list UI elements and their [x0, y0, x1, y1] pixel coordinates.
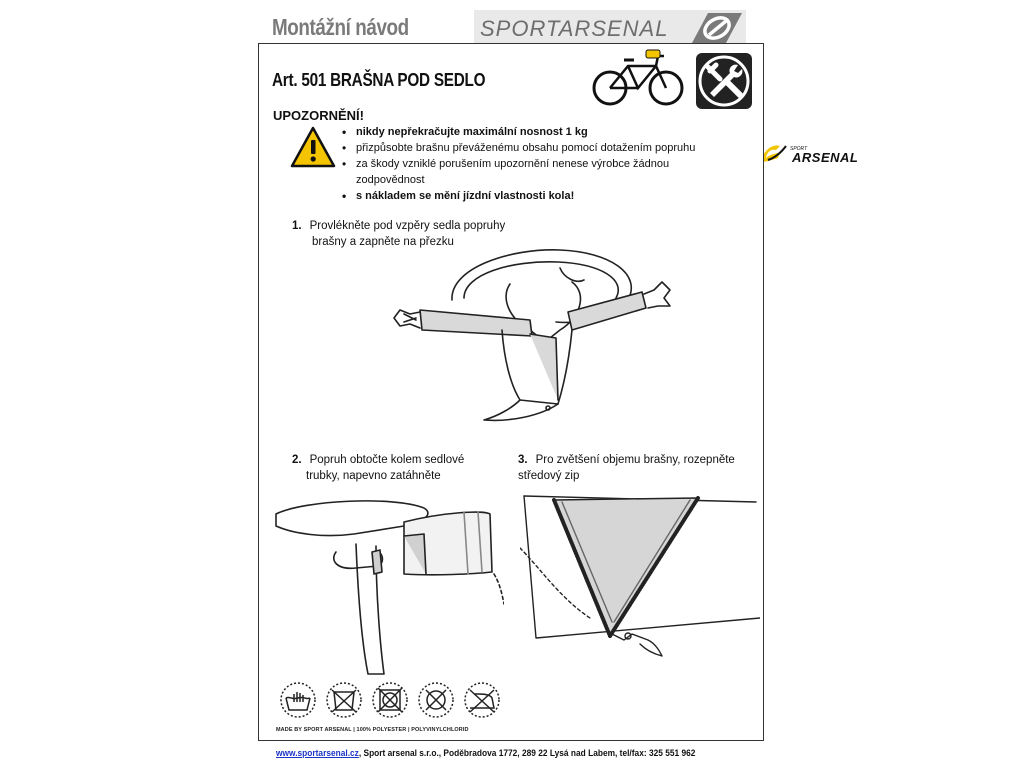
warning-icon: [290, 126, 336, 168]
no-tools-icon: [694, 51, 754, 111]
bicycle-icon: [590, 46, 686, 110]
no-iron-icon: [464, 682, 500, 718]
footer-address: , Sport arsenal s.r.o., Poděbradova 1772, 289 22 Lysá nad Labem, tel/fax: 325 551 962: [358, 748, 696, 759]
care-icons-row: [280, 682, 518, 722]
no-tumble-dry-icon: [372, 682, 408, 718]
website-link[interactable]: www.sportarsenal.cz: [276, 748, 359, 759]
warning-heading: UPOZORNĚNÍ!: [273, 108, 364, 123]
no-dry-clean-icon: [418, 682, 454, 718]
saddle-strap-illustration: [380, 238, 700, 434]
seatpost-wrap-illustration: [274, 494, 504, 680]
step-2-text: 2. Popruh obtočte kolem sedlové trubky, napevno zatáhněte: [292, 454, 465, 482]
warning-item: • přizpůsobte brašnu převáženému obsahu pomocí dotažením popruhu: [342, 141, 696, 155]
header-brand-text: SPORTARSENAL: [480, 16, 669, 41]
warning-item: • za škody vzniklé porušením upozornění nenese výrobce žádnou: [342, 157, 670, 171]
step-1-text: 1. Provlékněte pod vzpěry sedla popruhy brašny a zapněte na přezku: [292, 220, 506, 248]
page-title: Montážní návod: [272, 14, 409, 40]
warning-item: • s nákladem se mění jízdní vlastnosti kola!: [342, 189, 575, 203]
warning-item: • nikdy nepřekračujte maximální nosnost 1 kg: [342, 125, 588, 139]
footer-contact: [276, 748, 695, 759]
hand-wash-icon: [280, 682, 316, 718]
side-brand-logo: [758, 140, 884, 168]
zipper-expand-illustration: [520, 488, 760, 664]
warning-item-continuation: zodpovědnost: [356, 174, 425, 186]
side-logo-small-text: SPORT: [790, 146, 808, 152]
warning-list: [342, 124, 742, 204]
sportarsenal-logo: [474, 8, 746, 46]
material-info: MADE BY SPORT ARSENAL | 100% POLYESTER | POLYVINYLCHLORID: [276, 727, 469, 733]
no-bleach-icon: [326, 682, 362, 718]
step-3-text: 3. Pro zvětšení objemu brašny, rozepněte středový zip: [518, 454, 735, 482]
article-title: Art. 501 BRAŠNA POD SEDLO: [272, 70, 486, 90]
side-logo-brand-text: ARSENAL: [792, 150, 859, 165]
